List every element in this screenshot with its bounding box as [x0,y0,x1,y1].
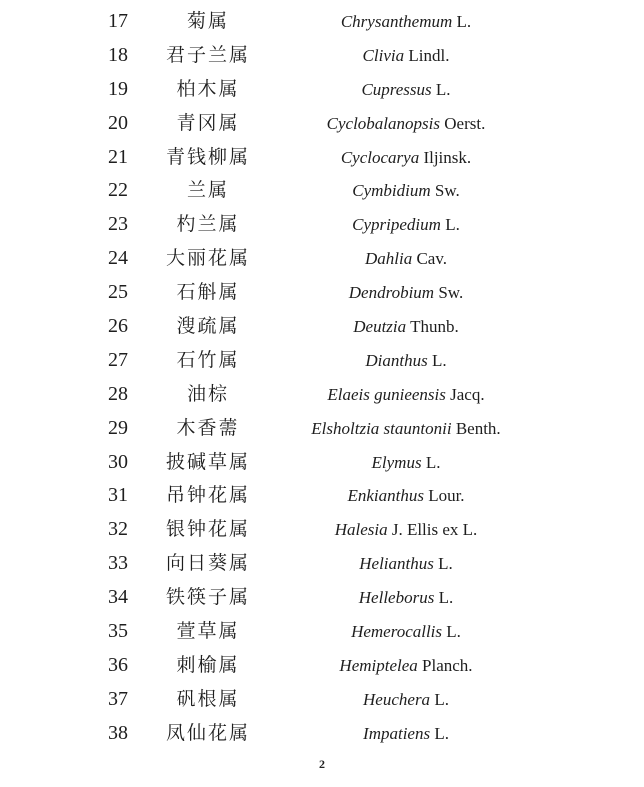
author-abbreviation: L. [438,588,454,608]
row-number: 24 [108,247,128,270]
chinese-name: 萱草属 [176,621,240,643]
scientific-name: Cypripedium [352,215,441,235]
scientific-name: Cyclocarya [340,147,420,167]
chinese-name: 银钟花属 [165,519,250,541]
latin-name-cell [268,581,544,615]
scientific-name: Cupressus [361,79,432,99]
chinese-name: 柏木属 [176,78,240,100]
chinese-name: 木香薷 [176,417,240,439]
latin-name-cell [268,5,544,39]
scientific-name: Cyclobalanopsis [326,113,440,133]
table-row [0,107,644,141]
latin-name-cell [268,378,544,412]
row-number: 37 [108,687,128,710]
row-number: 17 [108,10,128,32]
chinese-name: 石竹属 [176,349,240,371]
row-number: 30 [108,450,128,473]
row-number: 32 [108,518,128,541]
latin-name-cell [268,412,544,446]
author-abbreviation: Iljinsk. [423,147,472,167]
latin-name-cell [268,446,544,480]
scientific-name: Chrysanthemum [340,12,453,31]
latin-name-cell [268,141,544,175]
latin-name-cell [268,649,544,683]
chinese-name: 石斛属 [176,282,240,304]
latin-name-cell [268,683,544,717]
row-number: 33 [108,552,128,575]
latin-name-cell [268,310,544,344]
latin-name-cell [268,547,544,581]
scientific-name: Elaeis gunieensis [327,384,446,404]
row-number: 18 [108,43,128,66]
author-abbreviation: Sw. [434,181,460,201]
row-number: 19 [108,77,128,100]
table-row [0,310,644,344]
latin-name-cell [268,208,544,242]
scientific-name: Halesia [334,520,388,540]
table-row [0,412,644,446]
chinese-name: 君子兰属 [165,44,250,66]
author-abbreviation: Lour. [428,486,465,506]
row-number: 27 [108,348,128,371]
table-row [0,344,644,378]
table-row [0,547,644,581]
author-abbreviation: Benth. [455,418,501,438]
scientific-name: Dendrobium [348,283,435,303]
scientific-name: Impatiens [363,723,431,743]
chinese-name: 菊属 [186,11,229,32]
scientific-name: Helianthus [359,554,434,574]
table-row [0,276,644,310]
row-number: 35 [108,620,128,643]
latin-name-cell [268,344,544,378]
row-number: 38 [108,721,128,744]
scientific-name: Dahlia [364,249,413,269]
scientific-name: Helleborus [358,588,435,608]
latin-name-cell [268,479,544,513]
row-number: 21 [108,145,128,168]
table-row [0,513,644,547]
scientific-name: Elymus [371,452,422,472]
table-row [0,581,644,615]
scientific-name: Hemerocallis [351,622,443,642]
row-number: 34 [108,586,128,609]
latin-name-cell [268,276,544,310]
chinese-name: 溲疏属 [176,316,240,338]
row-number: 28 [108,382,128,405]
author-abbreviation: L. [438,554,453,574]
chinese-name: 矾根属 [176,688,240,710]
chinese-name: 兰属 [186,180,229,202]
scientific-name: Deutzia [353,317,407,337]
row-number: 36 [108,653,128,676]
table-row [0,5,644,39]
latin-name-cell [268,73,544,107]
table-row [0,378,644,412]
scientific-name: Enkianthus [347,486,424,506]
scientific-name: Cymbidium [352,181,431,201]
author-abbreviation: L. [445,215,460,235]
table-row [0,717,644,751]
author-abbreviation: Sw. [438,283,464,303]
table-row [0,242,644,276]
table-row [0,39,644,73]
latin-name-cell [268,174,544,208]
latin-name-cell [268,513,544,547]
chinese-name: 油棕 [186,383,229,405]
table-row [0,208,644,242]
row-number: 25 [108,281,128,304]
table-row [0,73,644,107]
author-abbreviation: L. [431,350,447,370]
latin-name-cell [268,615,544,649]
author-abbreviation: L. [434,723,449,743]
author-abbreviation: Jacq. [450,384,485,404]
scientific-name: Hemiptelea [339,655,418,675]
author-abbreviation: L. [425,452,441,472]
row-number: 29 [108,416,128,439]
chinese-name: 刺榆属 [176,654,240,676]
author-abbreviation: L. [456,12,472,31]
scientific-name: Heuchera [363,689,431,709]
chinese-name: 青钱柳属 [165,146,250,168]
author-abbreviation: Oerst. [444,113,486,133]
chinese-name: 铁筷子属 [165,587,250,609]
table-row [0,615,644,649]
table-row [0,446,644,480]
latin-name-cell [268,39,544,73]
chinese-name: 大丽花属 [165,248,250,270]
row-number: 20 [108,111,128,134]
latin-name-cell [268,717,544,751]
table-row [0,141,644,175]
author-abbreviation: L. [435,79,451,99]
chinese-name: 披碱草属 [165,451,250,473]
row-number: 31 [108,484,128,507]
author-abbreviation: Cav. [416,249,447,269]
chinese-name: 向日葵属 [165,553,250,575]
author-abbreviation: Thunb. [410,317,459,337]
chinese-name: 青冈属 [176,112,240,134]
scientific-name: Clivia [362,45,405,65]
row-number: 22 [108,179,128,202]
row-number: 26 [108,315,128,338]
table-row [0,683,644,717]
table-row [0,649,644,683]
author-abbreviation: L. [446,622,461,642]
scientific-name: Elsholtzia stauntonii [311,418,452,438]
page-number: 2 [319,757,325,771]
chinese-name: 吊钟花属 [165,485,250,507]
author-abbreviation: Planch. [422,655,473,675]
latin-name-cell [268,107,544,141]
latin-name-cell [268,242,544,276]
chinese-name: 杓兰属 [176,214,240,236]
table-row [0,174,644,208]
genus-table [0,5,644,751]
table-row [0,479,644,513]
chinese-name: 凤仙花属 [165,722,250,744]
scientific-name: Dianthus [365,350,428,370]
row-number: 23 [108,213,128,236]
author-abbreviation: J. Ellis ex L. [391,520,478,540]
author-abbreviation: Lindl. [408,45,450,65]
author-abbreviation: L. [434,689,449,709]
